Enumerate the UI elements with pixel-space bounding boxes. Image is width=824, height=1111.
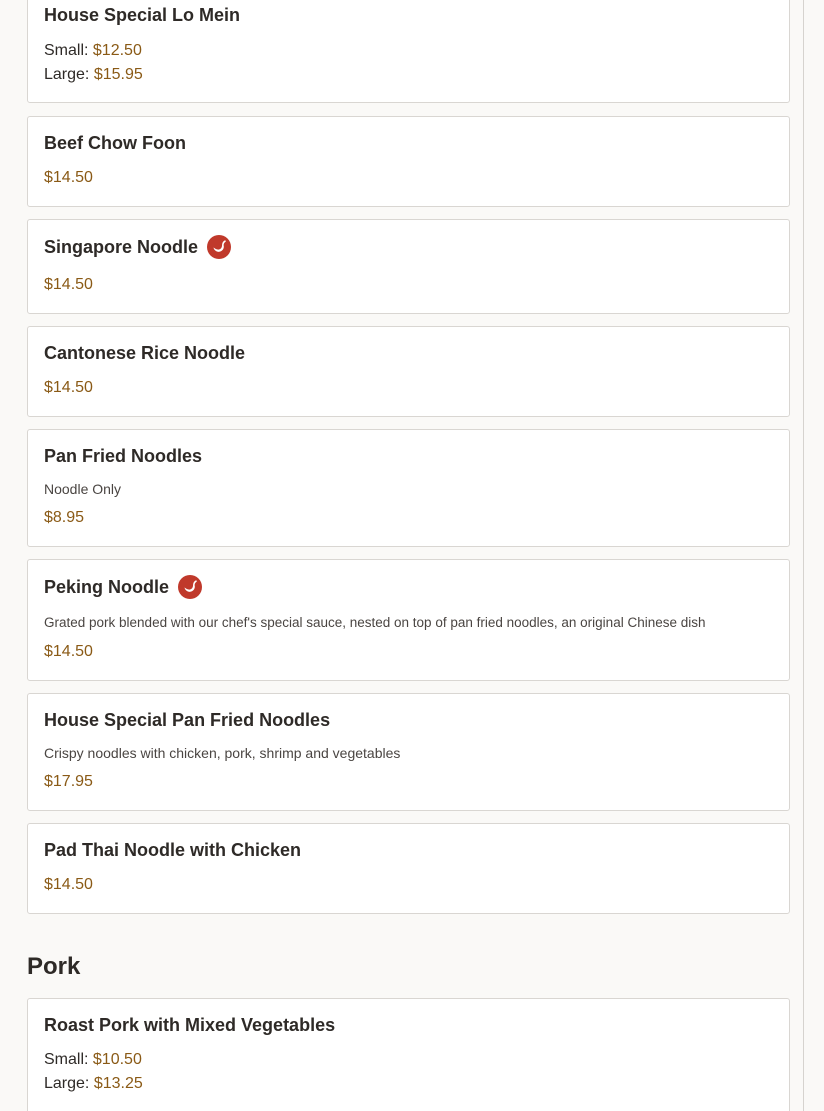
menu-item-price: $14.50: [44, 876, 93, 893]
menu-item-name: Pan Fried Noodles: [44, 446, 203, 466]
menu-item-card[interactable]: [27, 559, 790, 681]
menu-item-description: Crispy noodles with chicken, pork, shrimp and vegetables: [44, 745, 401, 761]
menu-item-name: Peking Noodle: [44, 576, 170, 597]
price-small: $10.50: [92, 1051, 142, 1068]
menu-item-name: Cantonese Rice Noodle: [44, 343, 246, 363]
size-label-large: Large:: [44, 66, 90, 83]
menu-item-name: Roast Pork with Mixed Vegetables: [44, 1015, 336, 1035]
menu-item-card[interactable]: [27, 823, 790, 914]
menu-item-price: $8.95: [44, 509, 85, 526]
menu-item-name-row: [44, 575, 202, 599]
menu-item-card[interactable]: [27, 219, 790, 314]
menu-item-price: $14.50: [44, 379, 93, 396]
menu-item-name-row: [44, 235, 231, 259]
menu-item-name: House Special Pan Fried Noodles: [44, 710, 331, 730]
price-large: $13.25: [93, 1075, 143, 1092]
menu-item-price-small: [44, 1051, 142, 1069]
menu-item-price: $14.50: [44, 169, 93, 186]
section-heading-pork: Pork: [27, 953, 81, 980]
menu-item-card[interactable]: [27, 693, 790, 811]
content-divider: [803, 0, 804, 1111]
menu-item-name: House Special Lo Mein: [44, 5, 241, 25]
menu-item-name: Singapore Noodle: [44, 236, 199, 257]
menu-item-price: $17.95: [44, 773, 93, 790]
price-large: $15.95: [93, 66, 143, 83]
chili-pepper-icon: [207, 235, 231, 259]
menu-item-price-large: [44, 1075, 143, 1093]
menu-item-price-small: [44, 42, 142, 60]
size-label-large: Large:: [44, 1075, 90, 1092]
menu-item-card[interactable]: [27, 116, 790, 207]
menu-item-description: Noodle Only: [44, 481, 122, 497]
price-small: $12.50: [92, 42, 142, 59]
menu-item-price: $14.50: [44, 276, 93, 293]
size-label-small: Small:: [44, 42, 89, 59]
menu-item-price-large: [44, 66, 143, 84]
menu-item-card[interactable]: [27, 429, 790, 547]
menu-item-card[interactable]: [27, 0, 790, 103]
menu-item-price: $14.50: [44, 643, 93, 660]
chili-pepper-icon: [178, 575, 202, 599]
menu-item-name: Beef Chow Foon: [44, 133, 186, 153]
menu-item-card[interactable]: [27, 998, 790, 1111]
menu-item-description: Grated pork blended with our chef's special sauce, nested on top of pan fried noodles, an original Chinese dish: [44, 615, 706, 630]
menu-item-card[interactable]: [27, 326, 790, 417]
size-label-small: Small:: [44, 1051, 89, 1068]
menu-item-name: Pad Thai Noodle with Chicken: [44, 840, 302, 860]
